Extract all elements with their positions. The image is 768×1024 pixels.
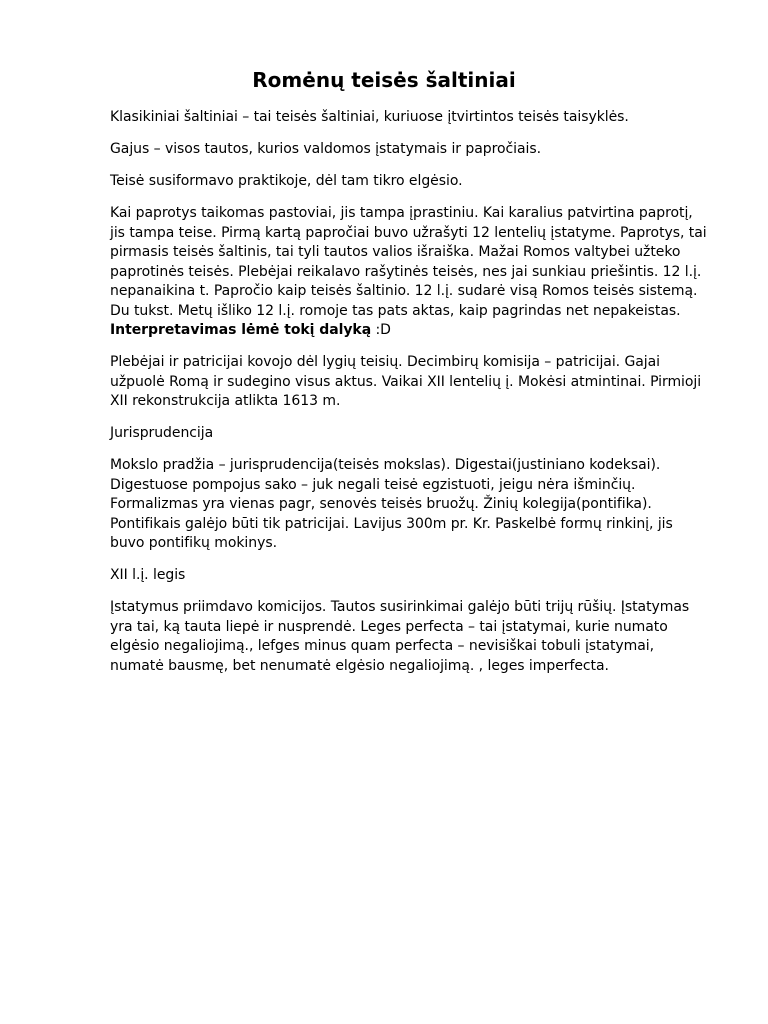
paragraph-plebejai: Plebėjai ir patricijai kovojo dėl lygių teisių. Decimbirų komisija – patricijai. Gajai užpuolė Romą ir sudegino visus aktus. Vaikai XII lentelių į. Mokėsi atmintinai. Pirmioji XII rekonstrukcija atlikta 1613 m. — [110, 354, 702, 409]
document-body — [110, 108, 710, 689]
heading-jurisprudencija: Jurisprudencija — [110, 425, 214, 441]
paragraph-istatymus: Įstatymus priimdavo komicijos. Tautos susirinkimai galėjo būti trijų rūšių. Įstatymas yra tai, ką tauta liepė ir nusprendė. Leges perfecta – tai įstatymai, kurie numato elgėsio negaliojimą., lefges minus quam perfecta – nevisiškai tobuli įstatymai, numatė bausmę, bet nenumatė elgėsio negaliojimą. , leges imperfecta. — [110, 599, 690, 674]
paragraph-paprotys-tail: :D — [371, 322, 391, 338]
paragraph-klasikiniai: Klasikiniai šaltiniai – tai teisės šaltiniai, kuriuose įtvirtintos teisės taisyklės. — [110, 109, 629, 125]
paragraph-teise: Teisė susiformavo praktikoje, dėl tam tikro elgėsio. — [110, 173, 463, 189]
paragraph-mokslo-pradzia: Mokslo pradžia – jurisprudencija(teisės mokslas). Digestai(justiniano kodeksai). Digestuose pompojus sako – juk negali teisė egzistuoti, jeigu nėra išminčių. Formalizmas yra vienas pagr, senovės teisės bruožų. Žinių kolegija(pontifika). Pontifikais galėjo būti tik patricijai. Lavijus 300m pr. Kr. Paskelbė formų rinkinį, jis buvo pontifikų mokinys. — [110, 457, 673, 551]
paragraph-paprotys-bold: Interpretavimas lėmė tokį dalyką — [110, 322, 372, 338]
document-title: Romėnų teisės šaltiniai — [252, 68, 516, 92]
heading-xii-legis: XII l.į. legis — [110, 567, 186, 583]
paragraph-gajus: Gajus – visos tautos, kurios valdomos įstatymais ir papročiais. — [110, 141, 542, 157]
paragraph-paprotys-text: Kai paprotys taikomas pastoviai, jis tampa įprastiniu. Kai karalius patvirtina paprotį, jis tampa teise. Pirmą kartą papročiai buvo užrašyti 12 lentelių įstatyme. Paprotys, tai pirmasis teisės šaltinis, tai tyli tautos valios išraiška. Mažai Romos valtybei užteko paprotinės teisės. Plebėjai reikalavo rašytinės teisės, nes jai sunkiau priešintis. 12 l.į. nepanaikina t. Papročio kaip teisės šaltinio. 12 l.į. sudarė visą Romos teisės sistemą. Du tukst. Metų išliko 12 l.į. romoje tas pats aktas, kaip pagrindas net nepakeistas. — [110, 205, 707, 319]
paragraph-paprotys — [110, 204, 710, 341]
